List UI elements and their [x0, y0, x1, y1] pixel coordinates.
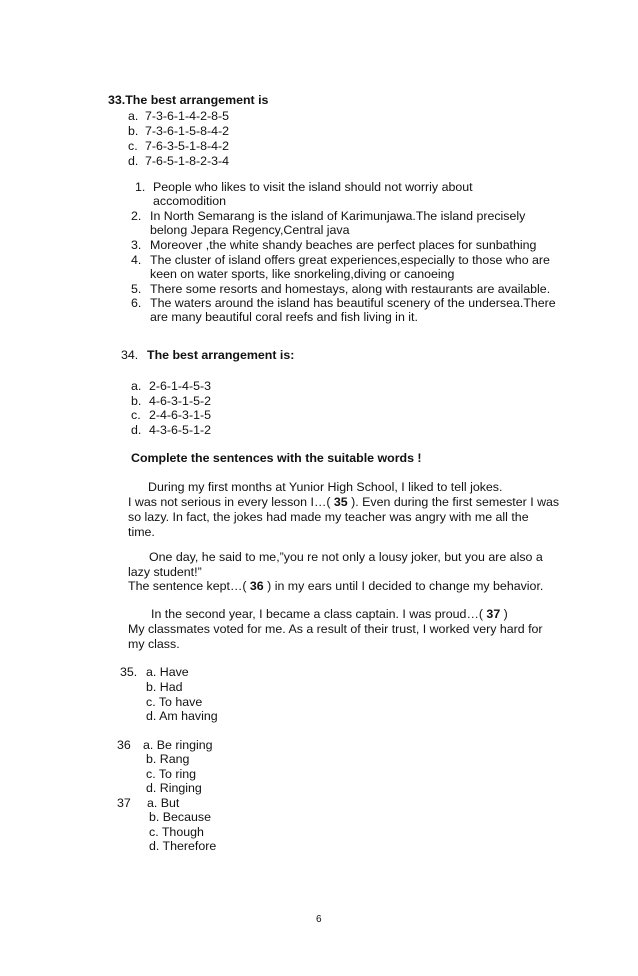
cloze-p3-line-2: My classmates voted for me. As a result of their trust, I worked very hard for: [128, 622, 543, 636]
sentence-2-number: 2.: [131, 209, 142, 223]
cloze-p1-line-4: time.: [128, 525, 155, 539]
cloze-p1-line-2: I was not serious in every lesson I…( 35 ). Even during the first semester I was: [128, 495, 560, 509]
q35-option-d: d. Am having: [146, 709, 218, 723]
q35-option-b: b. Had: [146, 680, 183, 694]
q35-option-c: c. To have: [146, 695, 203, 709]
q36-option-a: a. Be ringing: [143, 738, 213, 752]
q33-option-a: 7-3-6-1-4-2-8-5: [145, 109, 230, 123]
q33-option-d-label: d.: [128, 154, 139, 168]
q35-number: 35.: [120, 665, 138, 679]
q33-option-d: 7-6-5-1-8-2-3-4: [145, 154, 230, 168]
cloze-p3-line-1: In the second year, I became a class captain. I was proud…( 37 ): [151, 607, 508, 621]
q34-option-b: 4-6-3-1-5-2: [149, 394, 211, 408]
sentence-1-number: 1.: [135, 180, 146, 194]
cloze-p2-line-1: One day, he said to me,”you re not only a lousy joker, but you are also a: [149, 550, 543, 564]
cloze-p1-line-1: During my first months at Yunior High School, I liked to tell jokes.: [148, 480, 503, 494]
sentence-3-line-1: Moreover ,the white shandy beaches are perfect places for sunbathing: [150, 238, 537, 252]
cloze-p1-line-3: so lazy. In fact, the jokes had made my teacher was angry with me all the: [128, 510, 529, 524]
sentence-3-number: 3.: [131, 238, 142, 252]
cloze-instruction: Complete the sentences with the suitable words !: [131, 451, 422, 465]
blank-35: 35: [333, 495, 348, 509]
blank-36: 36: [249, 579, 264, 593]
q36-option-b: b. Rang: [146, 752, 190, 766]
sentence-1-line-1: People who likes to visit the island should not worriy about: [153, 180, 473, 194]
sentence-5-number: 5.: [131, 282, 142, 296]
q34-option-c: 2-4-6-3-1-5: [149, 408, 211, 422]
sentence-5-line-1: There some resorts and homestays, along with restaurants are available.: [150, 282, 551, 296]
q34-number: 34.: [121, 348, 139, 362]
q33-option-a-label: a.: [128, 109, 139, 123]
q34-option-c-label: c.: [131, 408, 141, 422]
page-number: 6: [316, 914, 322, 925]
q36-option-d: d. Ringing: [146, 781, 202, 795]
q34-option-d: 4-3-6-5-1-2: [149, 423, 211, 437]
q33-option-b-label: b.: [128, 124, 139, 138]
q37-option-a: a. But: [147, 796, 180, 810]
q37-option-c: c. Though: [149, 825, 204, 839]
q36-number: 36: [117, 738, 131, 752]
q34-heading: The best arrangement is:: [147, 348, 295, 362]
q34-option-b-label: b.: [131, 394, 142, 408]
q34-option-a-label: a.: [131, 379, 142, 393]
cloze-p3-line-3: my class.: [128, 637, 180, 651]
q36-option-c: c. To ring: [146, 767, 197, 781]
sentence-6-number: 6.: [131, 296, 142, 310]
q37-option-b: b. Because: [149, 810, 211, 824]
sentence-4-number: 4.: [131, 253, 142, 267]
q37-number: 37: [117, 796, 131, 810]
q33-option-c: 7-6-3-5-1-8-4-2: [145, 139, 230, 153]
q35-option-a: a. Have: [146, 665, 189, 679]
q37-option-d: d. Therefore: [149, 839, 217, 853]
cloze-p2-line-3: The sentence kept…( 36 ) in my ears until I decided to change my behavior.: [128, 579, 544, 593]
sentence-6-line-2: are many beautiful coral reefs and fish living in it.: [150, 310, 418, 324]
q34-option-a: 2-6-1-4-5-3: [149, 379, 211, 393]
sentence-6-line-1: The waters around the island has beautiful scenery of the undersea.There: [150, 296, 556, 310]
sentence-2-line-1: In North Semarang is the island of Karimunjawa.The island precisely: [150, 209, 526, 223]
sentence-4-line-2: keen on water sports, like snorkeling,diving or canoeing: [150, 267, 455, 281]
q34-option-d-label: d.: [131, 423, 142, 437]
q33-heading: 33.The best arrangement is: [108, 93, 269, 107]
cloze-p2-line-2: lazy student!”: [128, 565, 202, 579]
blank-37: 37: [486, 607, 501, 621]
sentence-1-line-2: accomodition: [153, 194, 227, 208]
sentence-4-line-1: The cluster of island offers great experiences,especially to those who are: [150, 253, 550, 267]
q33-option-c-label: c.: [128, 139, 138, 153]
sentence-2-line-2: belong Jepara Regency,Central java: [150, 223, 350, 237]
q33-option-b: 7-3-6-1-5-8-4-2: [145, 124, 230, 138]
